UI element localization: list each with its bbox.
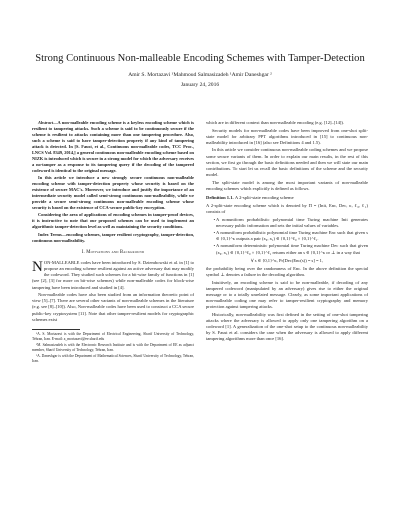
definition-name: A 2-split-state encoding scheme xyxy=(234,194,294,200)
footnote-rule xyxy=(32,329,80,330)
drop-cap: N xyxy=(32,259,43,275)
abstract-label: Abstract xyxy=(38,120,54,125)
body-paragraph: The split-state model is among the most important variants of non-malleable encoding schemes which explicitly is defined as follows. xyxy=(206,179,368,191)
right-column xyxy=(206,120,368,344)
math-equation: ∀ s ∈ {0,1}^κ, Pr[Dec(Enc(s)) = s] = 1, xyxy=(250,257,324,263)
intro-paragraph-2: Non-malleable codes have also been studied from an information theoretic point of view [5]–[7]. There are several other variants of non-malleable schemes in the literature (e.g. see [8]–[10]). Also, Non-malleable codes have been used to construct a CCA secure public-key cryptosystem [11]. Note that other tamper-resilient models for cryptographic schemes exist xyxy=(32,292,194,322)
abstract-paragraph-2: In this article we introduce a new strongly secure continuous non-malleable encoding scheme with tamper-detection property whose security is based on the existence of secure MAC's. Moreover, we introduce and justify the importance of an intermediate security model called semi-strong continuous non-malleability, while we provide a secure semi-strong continuous non-malleable encoding scheme whose security is based on the existence of CCA-secure public-key encryption. xyxy=(32,174,194,210)
footnote: ²A. Daneshgar is with the Department of Mathematical Sciences, Sharif University of Technology, Tehran, Iran. xyxy=(32,354,194,363)
paper-date: January 24, 2016 xyxy=(180,82,220,88)
definition-body: A 2-split-state encoding scheme which is denoted by Π = (Init, Enc, Dec, κ, ℓ₀, ℓ₁) consists of xyxy=(206,203,368,215)
body-paragraph: In this article we consider continuous non-malleable coding schemes and we propose some secure variants of them. In order to explain our main results, in the rest of this section, we first go through the basic definitions needed and then we will state our main contributions. To start let us recall the basic definitions of the scheme and the security model. xyxy=(206,147,368,178)
list-item: • A nonuniform deterministic polynomial time Turing machine Dec such that given (x₀, x₁) ∈ {0,1}^ℓ₀ × {0,1}^ℓ₁ returns either an s ∈ {0,1}^κ or ⊥ in a way that xyxy=(216,243,368,255)
body-paragraph: which are in different context than non-malleable encoding (e.g. [12]–[14]). xyxy=(206,120,345,125)
paper-title: Strong Continuous Non-malleable Encoding Schemes with Tamper-Detection xyxy=(35,53,365,64)
body-paragraph: Intuitively, an encoding scheme is said to be non-malleable, if decoding of any tampered codeword (manipulated by an adversary) gives rise to either the original message or to a totally unrelated message. Clearly, as some important applications of non-malleable coding one may refer to tamper-resilient cryptography and memory protection against tampering attacks. xyxy=(206,279,368,310)
paper-header xyxy=(30,52,370,88)
body-paragraph: the probability being over the randomness of Enc. In the above definition the special symbol ⊥ denotes a failure in the decoding algorithm. xyxy=(206,265,368,277)
definition-list xyxy=(206,217,368,256)
abstract-paragraph-3: Considering the area of applications of encoding schemes in tamper-proof devices, it is instructive to note that our proposed schemes can be used to implement an algorithmic tamper-detection level as well as maintaining the security conditions. xyxy=(32,212,194,229)
list-item: • A nonuniform probabilistic polynomial time Turing machine Init generates necessary public information and sets the initial values of variables. xyxy=(216,217,368,229)
abstract-text: —A non-malleable encoding scheme is a keyless encoding scheme which is resilient to tampering attacks. Such a scheme is said to be continuously secure if the scheme is resilient to attacks containing more than one tampering procedure. Also, such a scheme is said to have tamper-detection property if any kind of tampering attack is detected. In [S. Faust, et al., Continuous non-malleable codes, TCC Proc., LNCS Vol. 8349, 2014,] a general continuous non-malleable encoding scheme based on NIZK is introduced which is secure in a strong model for which the adversary receives a no-tamper as a response to its tampering query if the decoding of the tampered codeword is identical to the original message. xyxy=(32,120,194,173)
definition-label: Definition 1.1. xyxy=(206,194,234,200)
footnote: ¹A. S. Mortazavi is with the Department of Electrical Engineering, Sharif University of Technology, Tehran, Iran. E-mail: a_mortazavi@ee.sharif.edu xyxy=(32,331,194,341)
index-terms: Index Terms—encoding schemes, tamper resilient cryptography, tamper-detection, continuous non-malleability. xyxy=(32,231,194,243)
section-heading: I. Motivations and Background xyxy=(81,249,145,255)
intro-text: ON-MALLEABLE codes have been introduced by S. Dziembowski et al. in [1] to propose an encoding scheme resilient against an active adversary that may modify the codeword. They studied such schemes for a bit-wise family of functions in [1] (see [2], [3] for more on bit-wise schemes) while non-malleable codes for block-wise tampering have been introduced and studied in [4]. xyxy=(32,260,194,290)
author-list: Amir S. Mortazavi ¹Mahmoud Salmasizadeh ¹Amir Daneshgar ² xyxy=(128,72,272,78)
intro-paragraph xyxy=(32,260,194,291)
body-paragraph: Historically, non-malleability was first defined in the setting of one-shot tampering attacks where the adversary is allowed to apply only one tampering algorithm on a codeword [1]. A generalization of the one-shot setup to the continuous non-malleability by S. Faust et al. considers the case when the adversary is allowed to apply different tampering algorithms more than once [16]. xyxy=(206,311,368,342)
list-item: • A nonuniform probabilistic polynomial time Turing machine Enc such that given s ∈ {0,1}^κ outputs a pair (x₀, x₁) ∈ {0,1}^ℓ₀ × {0,1}^ℓ₁. xyxy=(216,230,368,242)
body-paragraph: Security models for non-malleable codes have been improved from one-shot split-state model for arbitrary PPT algorithms introduced in [15] to continuous non-malleability introduced in [16] (also see Definitions 4 and 1.5). xyxy=(206,127,368,145)
abstract-paragraph xyxy=(32,120,194,174)
footnote: ¹M. Salmasizadeh is with the Electronic Research Institute and is with the Department of EE as adjunct member, Sharif University of Technology, Tehran, Iran. xyxy=(32,343,194,352)
definition-heading xyxy=(206,195,368,201)
left-column xyxy=(32,120,194,365)
